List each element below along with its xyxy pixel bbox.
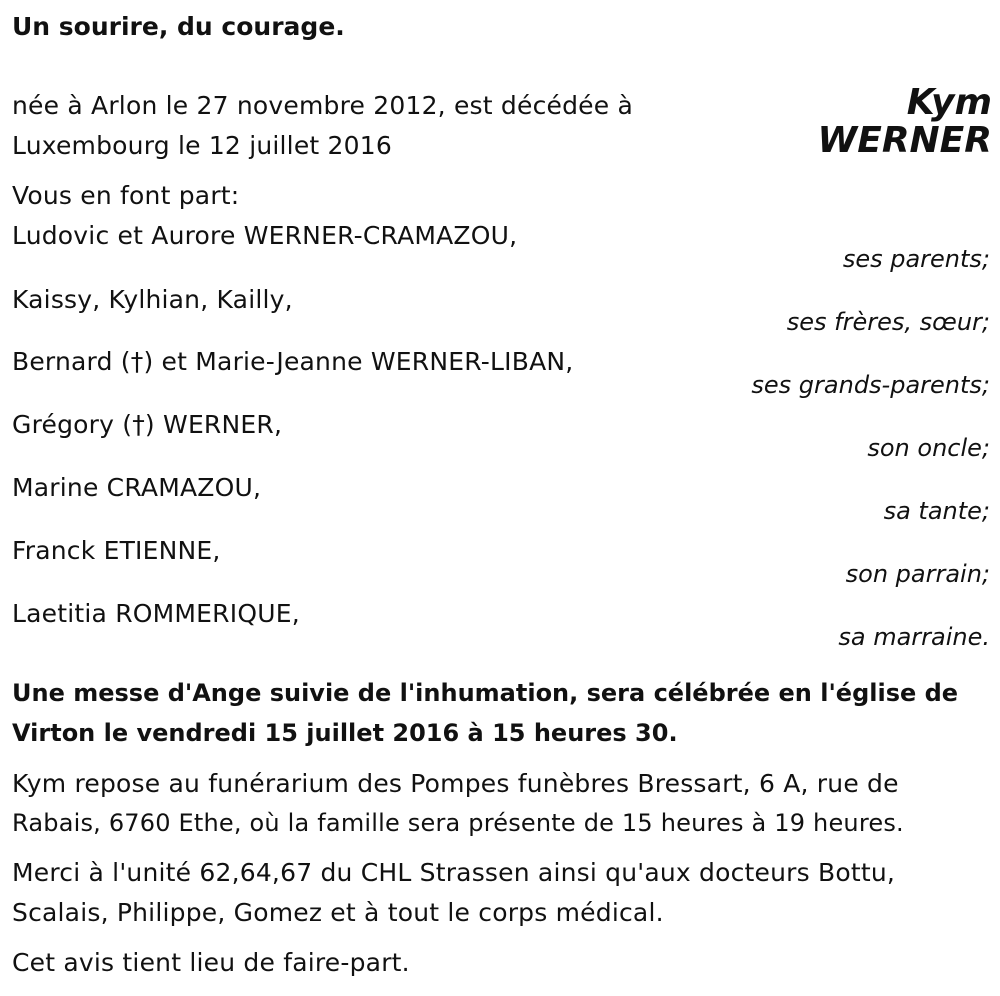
family-names: Ludovic et Aurore WERNER-CRAMAZOU,: [12, 221, 518, 250]
tagline: Un sourire, du courage.: [12, 12, 345, 41]
family-names: Franck ETIENNE,: [12, 536, 221, 565]
family-relation: sa marraine.: [838, 623, 990, 651]
family-relation: ses parents;: [842, 245, 990, 273]
family-relation: ses grands-parents;: [751, 371, 990, 399]
funeral-home-line-2: Rabais, 6760 Ethe, où la famille sera présente de 15 heures à 19 heures.: [12, 809, 904, 837]
announce-intro: Vous en font part:: [12, 181, 240, 210]
family-names: Bernard (†) et Marie-Jeanne WERNER-LIBAN,: [12, 347, 574, 376]
deceased-name-block: [818, 84, 992, 160]
ceremony-line-2: Virton le vendredi 15 juillet 2016 à 15 heures 30.: [12, 719, 678, 747]
closing-line: Cet avis tient lieu de faire-part.: [12, 948, 410, 977]
thanks-line-2: Scalais, Philippe, Gomez et à tout le corps médical.: [12, 898, 664, 927]
ceremony-line-1: Une messe d'Ange suivie de l'inhumation, sera célébrée en l'église de: [12, 679, 959, 707]
family-relation: son oncle;: [867, 434, 990, 462]
birth-death-line-2: Luxembourg le 12 juillet 2016: [12, 131, 392, 160]
funeral-home-line-1: Kym repose au funérarium des Pompes funèbres Bressart, 6 A, rue de: [12, 769, 899, 798]
family-names: Grégory (†) WERNER,: [12, 410, 283, 439]
family-names: Laetitia ROMMERIQUE,: [12, 599, 300, 628]
thanks-line-1: Merci à l'unité 62,64,67 du CHL Strassen ainsi qu'aux docteurs Bottu,: [12, 858, 896, 887]
deceased-last-name: WERNER: [817, 120, 992, 161]
family-relation: ses frères, sœur;: [786, 308, 990, 336]
birth-death-line-1: née à Arlon le 27 novembre 2012, est décédée à: [12, 91, 634, 120]
family-names: Kaissy, Kylhian, Kailly,: [12, 285, 293, 314]
deceased-first-name: Kym: [906, 82, 992, 123]
family-names: Marine CRAMAZOU,: [12, 473, 262, 502]
family-relation: sa tante;: [883, 497, 990, 525]
family-relation: son parrain;: [845, 560, 990, 588]
